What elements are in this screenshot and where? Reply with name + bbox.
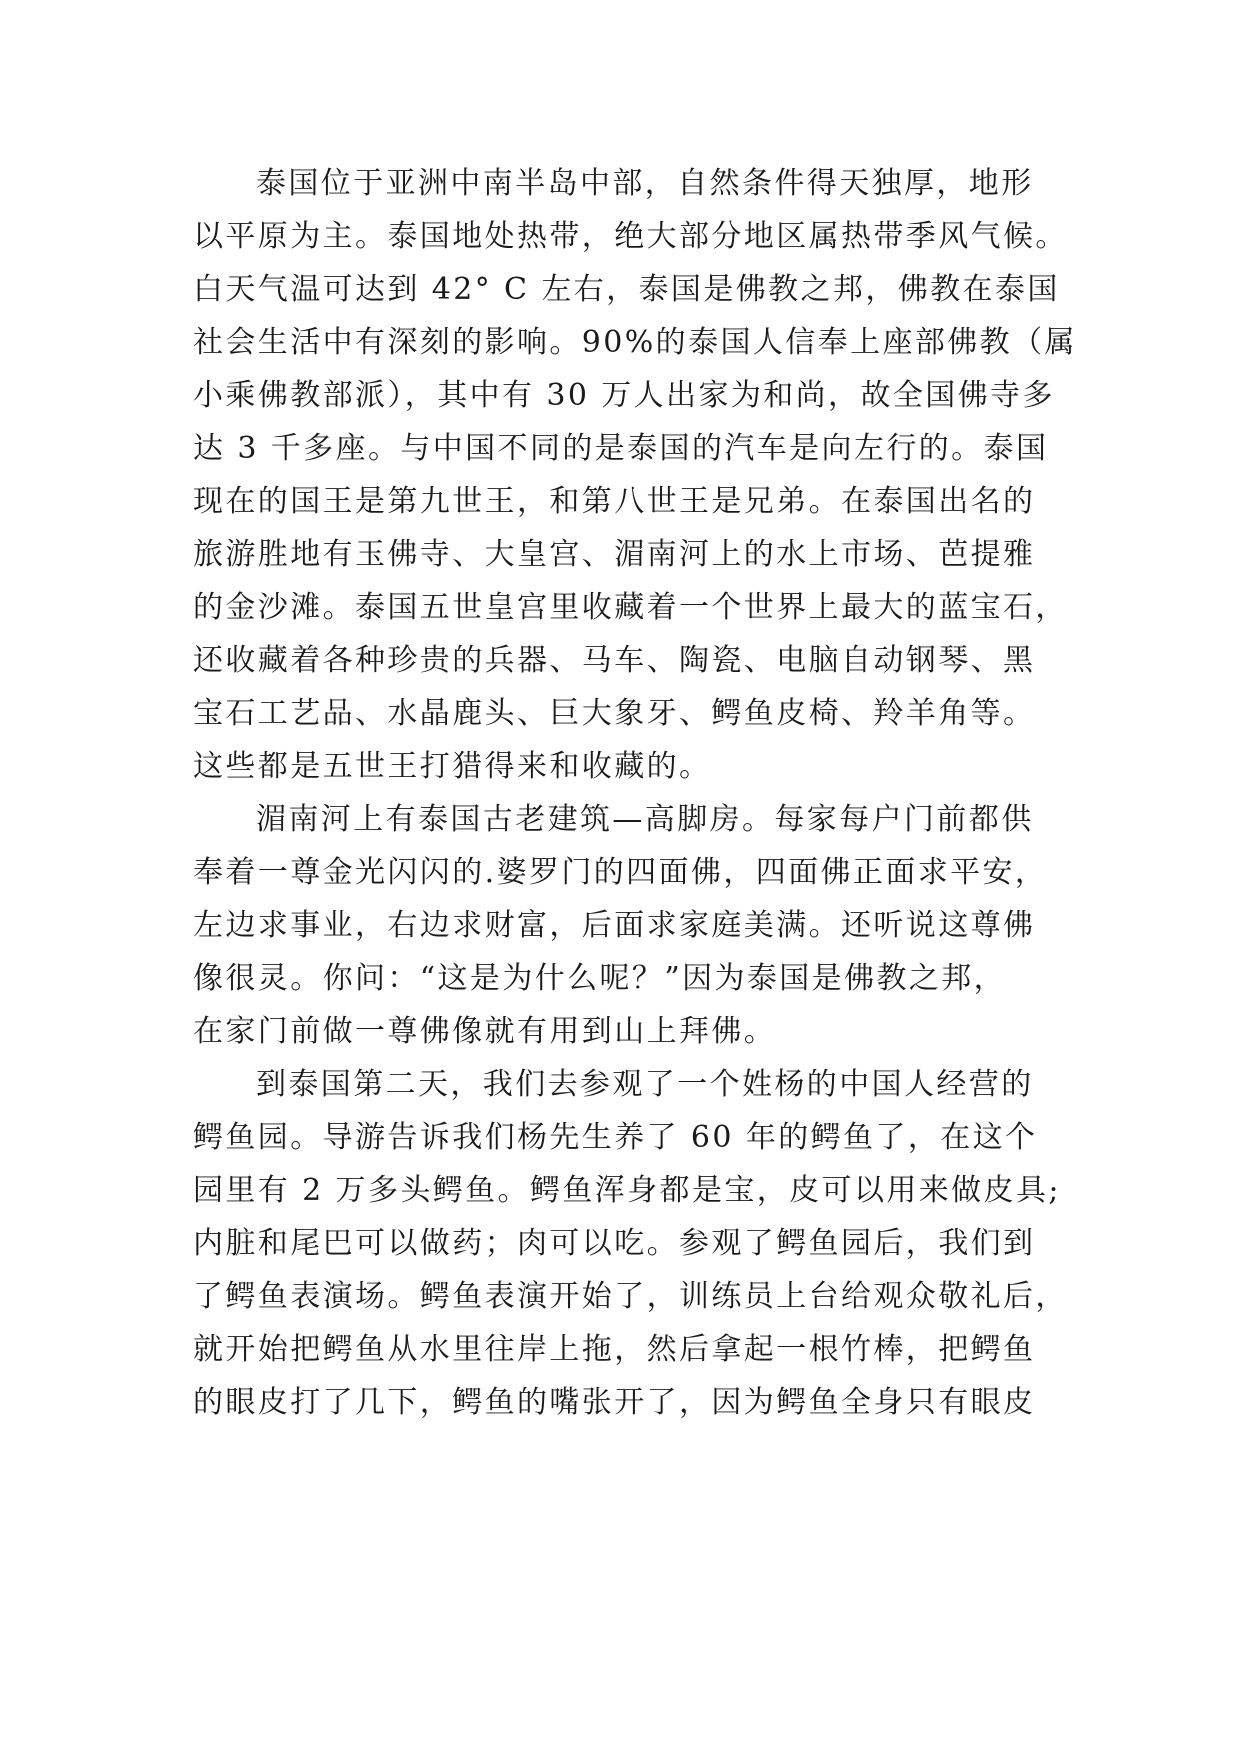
paragraph-1 (193, 157, 1077, 793)
paragraph-2 (193, 793, 1073, 1058)
text-line: 鳄鱼园。导游告诉我们杨先生养了 60 年的鳄鱼了，在这个 (193, 1120, 1038, 1155)
text-line: 内脏和尾巴可以做药；肉可以吃。参观了鳄鱼园后，我们到 (193, 1226, 1036, 1261)
text-line: 湄南河上有泰国古老建筑—高脚房。每家每户门前都供 (256, 802, 1034, 837)
text-line: 现在的国王是第九世王，和第八世王是兄弟。在泰国出名的 (193, 484, 1036, 519)
text-line: 宝石工艺品、水晶鹿头、巨大象牙、鳄鱼皮椅、羚羊角等。 (193, 696, 1036, 731)
text-line: 泰国位于亚洲中南半岛中部，自然条件得天独厚，地形 (256, 166, 1034, 201)
text-line: 到泰国第二天，我们去参观了一个姓杨的中国人经营的 (256, 1067, 1034, 1102)
text-line: 园里有 2 万多头鳄鱼。鳄鱼浑身都是宝，皮可以用来做皮具; (193, 1173, 1061, 1208)
text-line: 的金沙滩。泰国五世皇宫里收藏着一个世界上最大的蓝宝石， (193, 590, 1068, 625)
text-line: 的眼皮打了几下，鳄鱼的嘴张开了，因为鳄鱼全身只有眼皮 (193, 1385, 1036, 1420)
text-line: 旅游胜地有玉佛寺、大皇宫、湄南河上的水上市场、芭提雅 (193, 537, 1036, 572)
text-line: 左边求事业，右边求财富，后面求家庭美满。还听说这尊佛 (193, 908, 1036, 943)
text-line: 达 3 千多座。与中国不同的是泰国的汽车是向左行的。泰国 (193, 431, 1049, 466)
text-line: 小乘佛教部派），其中有 30 万人出家为和尚，故全国佛寺多 (193, 378, 1055, 413)
text-line: 了鳄鱼表演场。鳄鱼表演开始了，训练员上台给观众敬礼后， (193, 1279, 1068, 1314)
text-line: 白天气温可达到 42° C 左右，泰国是佛教之邦，佛教在泰国 (193, 272, 1060, 307)
text-line: 像很灵。你问：“这是为什么呢？”因为泰国是佛教之邦， (193, 961, 1007, 996)
text-line: 在家门前做一尊佛像就有用到山上拜佛。 (193, 1014, 777, 1049)
text-line: 就开始把鳄鱼从水里往岸上拖，然后拿起一根竹棒，把鳄鱼 (193, 1332, 1036, 1367)
text-line: 社会生活中有深刻的影响。90%的泰国人信奉上座部佛教（属 (193, 325, 1077, 360)
text-line: 还收藏着各种珍贵的兵器、马车、陶瓷、电脑自动钢琴、黑 (193, 643, 1036, 678)
text-line: 这些都是五世王打猎得来和收藏的。 (193, 749, 712, 784)
text-line: 以平原为主。泰国地处热带，绝大部分地区属热带季风气候。 (193, 219, 1068, 254)
document-body (193, 157, 1077, 1429)
paragraph-3 (193, 1058, 1073, 1429)
text-line: 奉着一尊金光闪闪的.婆罗门的四面佛，四面佛正面求平安， (193, 855, 1048, 890)
